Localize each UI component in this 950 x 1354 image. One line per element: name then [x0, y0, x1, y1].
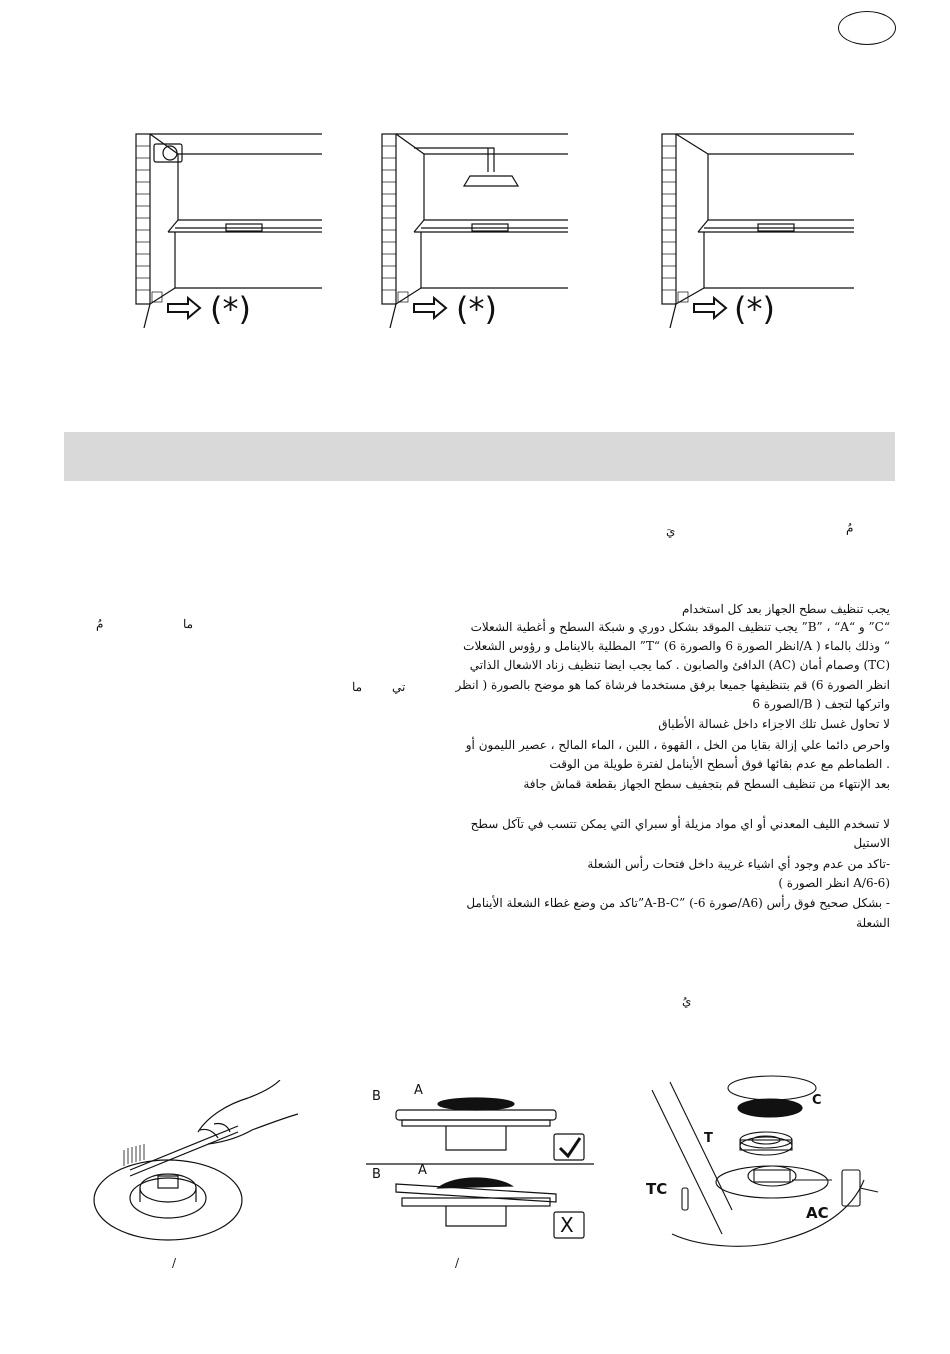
label-ac: AC — [806, 1204, 829, 1222]
installation-figure-2 — [376, 128, 576, 340]
caption-fragment: / — [455, 1256, 460, 1270]
text-fragment: مُ — [846, 521, 854, 535]
burner-exploded-figure — [642, 1070, 882, 1250]
text-line: يجب تنظيف سطح الجهاز بعد كل استخدام — [681, 602, 890, 616]
brush-cleaning-figure — [88, 1080, 308, 1260]
text-line: (A/6-6 انظر الصورة ) — [778, 876, 890, 890]
text-fragment: تي — [392, 680, 406, 694]
text-line: لا تحاول غسل تلك الاجزاء داخل غسالة الأطباق — [658, 717, 890, 731]
text-line: الاستيل — [853, 836, 890, 850]
installation-figure-3 — [656, 128, 862, 340]
text-line: واتركها لتجف ( B/الصورة 6 — [752, 697, 890, 711]
label-c: C — [812, 1093, 822, 1108]
figure-note: (*) — [734, 290, 775, 328]
caption-fragment: / — [172, 1256, 177, 1270]
figure-note: (*) — [456, 290, 497, 328]
text-line: واحرص دائما علي إزالة بقايا من الخل ، القهوة ، اللبن ، الماء المالح ، عصير الليمون أو — [465, 738, 890, 752]
label-a: A — [418, 1163, 427, 1178]
text-fragment: يَ — [666, 524, 676, 538]
text-line: (TC) وصمام أمان (AC) الدافئ والصابون . كما يجب ايضا تنظيف زناد الاشعال الذاتي — [469, 658, 890, 672]
text-line: “ وذلك بالماء ( A/انظر الصورة 6 والصورة 6) “T” المطلية بالاينامل و رؤوس الشعلات — [463, 639, 890, 653]
label-t: T — [704, 1131, 713, 1146]
language-badge — [838, 11, 896, 45]
text-line: الشعلة — [856, 916, 890, 930]
text-fragment: مُ — [96, 617, 104, 631]
text-fragment: يُ — [682, 994, 692, 1008]
label-b: B — [372, 1089, 381, 1104]
text-fragment: ما — [183, 617, 194, 631]
figure-note: (*) — [210, 290, 251, 328]
text-line: - بشكل صحيح فوق رأس (A6/صورة 6-) ”A-B-C”تاكد من وضع غطاء الشعلة الأينامل — [466, 896, 890, 910]
label-b: B — [372, 1167, 381, 1182]
section-heading-bar — [64, 432, 895, 481]
label-a: A — [414, 1084, 423, 1098]
text-line: . الطماطم مع عدم بقائها فوق أسطح الأينامل لفترة طويلة من الوقت — [549, 757, 890, 771]
text-line: انظر الصورة 6) قم بتنظيفها جميعا برفق مستخدما فرشاة كما هو موضح بالصورة ( انظر — [455, 678, 890, 692]
incorrect-mark: X — [560, 1213, 574, 1237]
text-line: “C” و “B” ، “A” يجب تنظيف الموقد بشكل دوري و شبكة السطح و أغطية الشعلات — [470, 620, 890, 634]
text-fragment: ما — [352, 680, 363, 694]
text-line: -تاكد من عدم وجود أي اشياء غريبة داخل فتحات رأس الشعلة — [587, 857, 890, 871]
text-line: بعد الإنتهاء من تنظيف السطح قم بتجفيف سطح الجهاز بقطعة قماش جافة — [523, 777, 890, 791]
cap-placement-figure — [366, 1084, 600, 1260]
text-line: لا تسخدم الليف المعدني أو اي مواد مزيلة أو سبراي التي يمكن تتسب في تآكل سطح — [470, 817, 890, 831]
installation-figure-1 — [130, 128, 330, 340]
label-tc: TC — [646, 1180, 668, 1198]
